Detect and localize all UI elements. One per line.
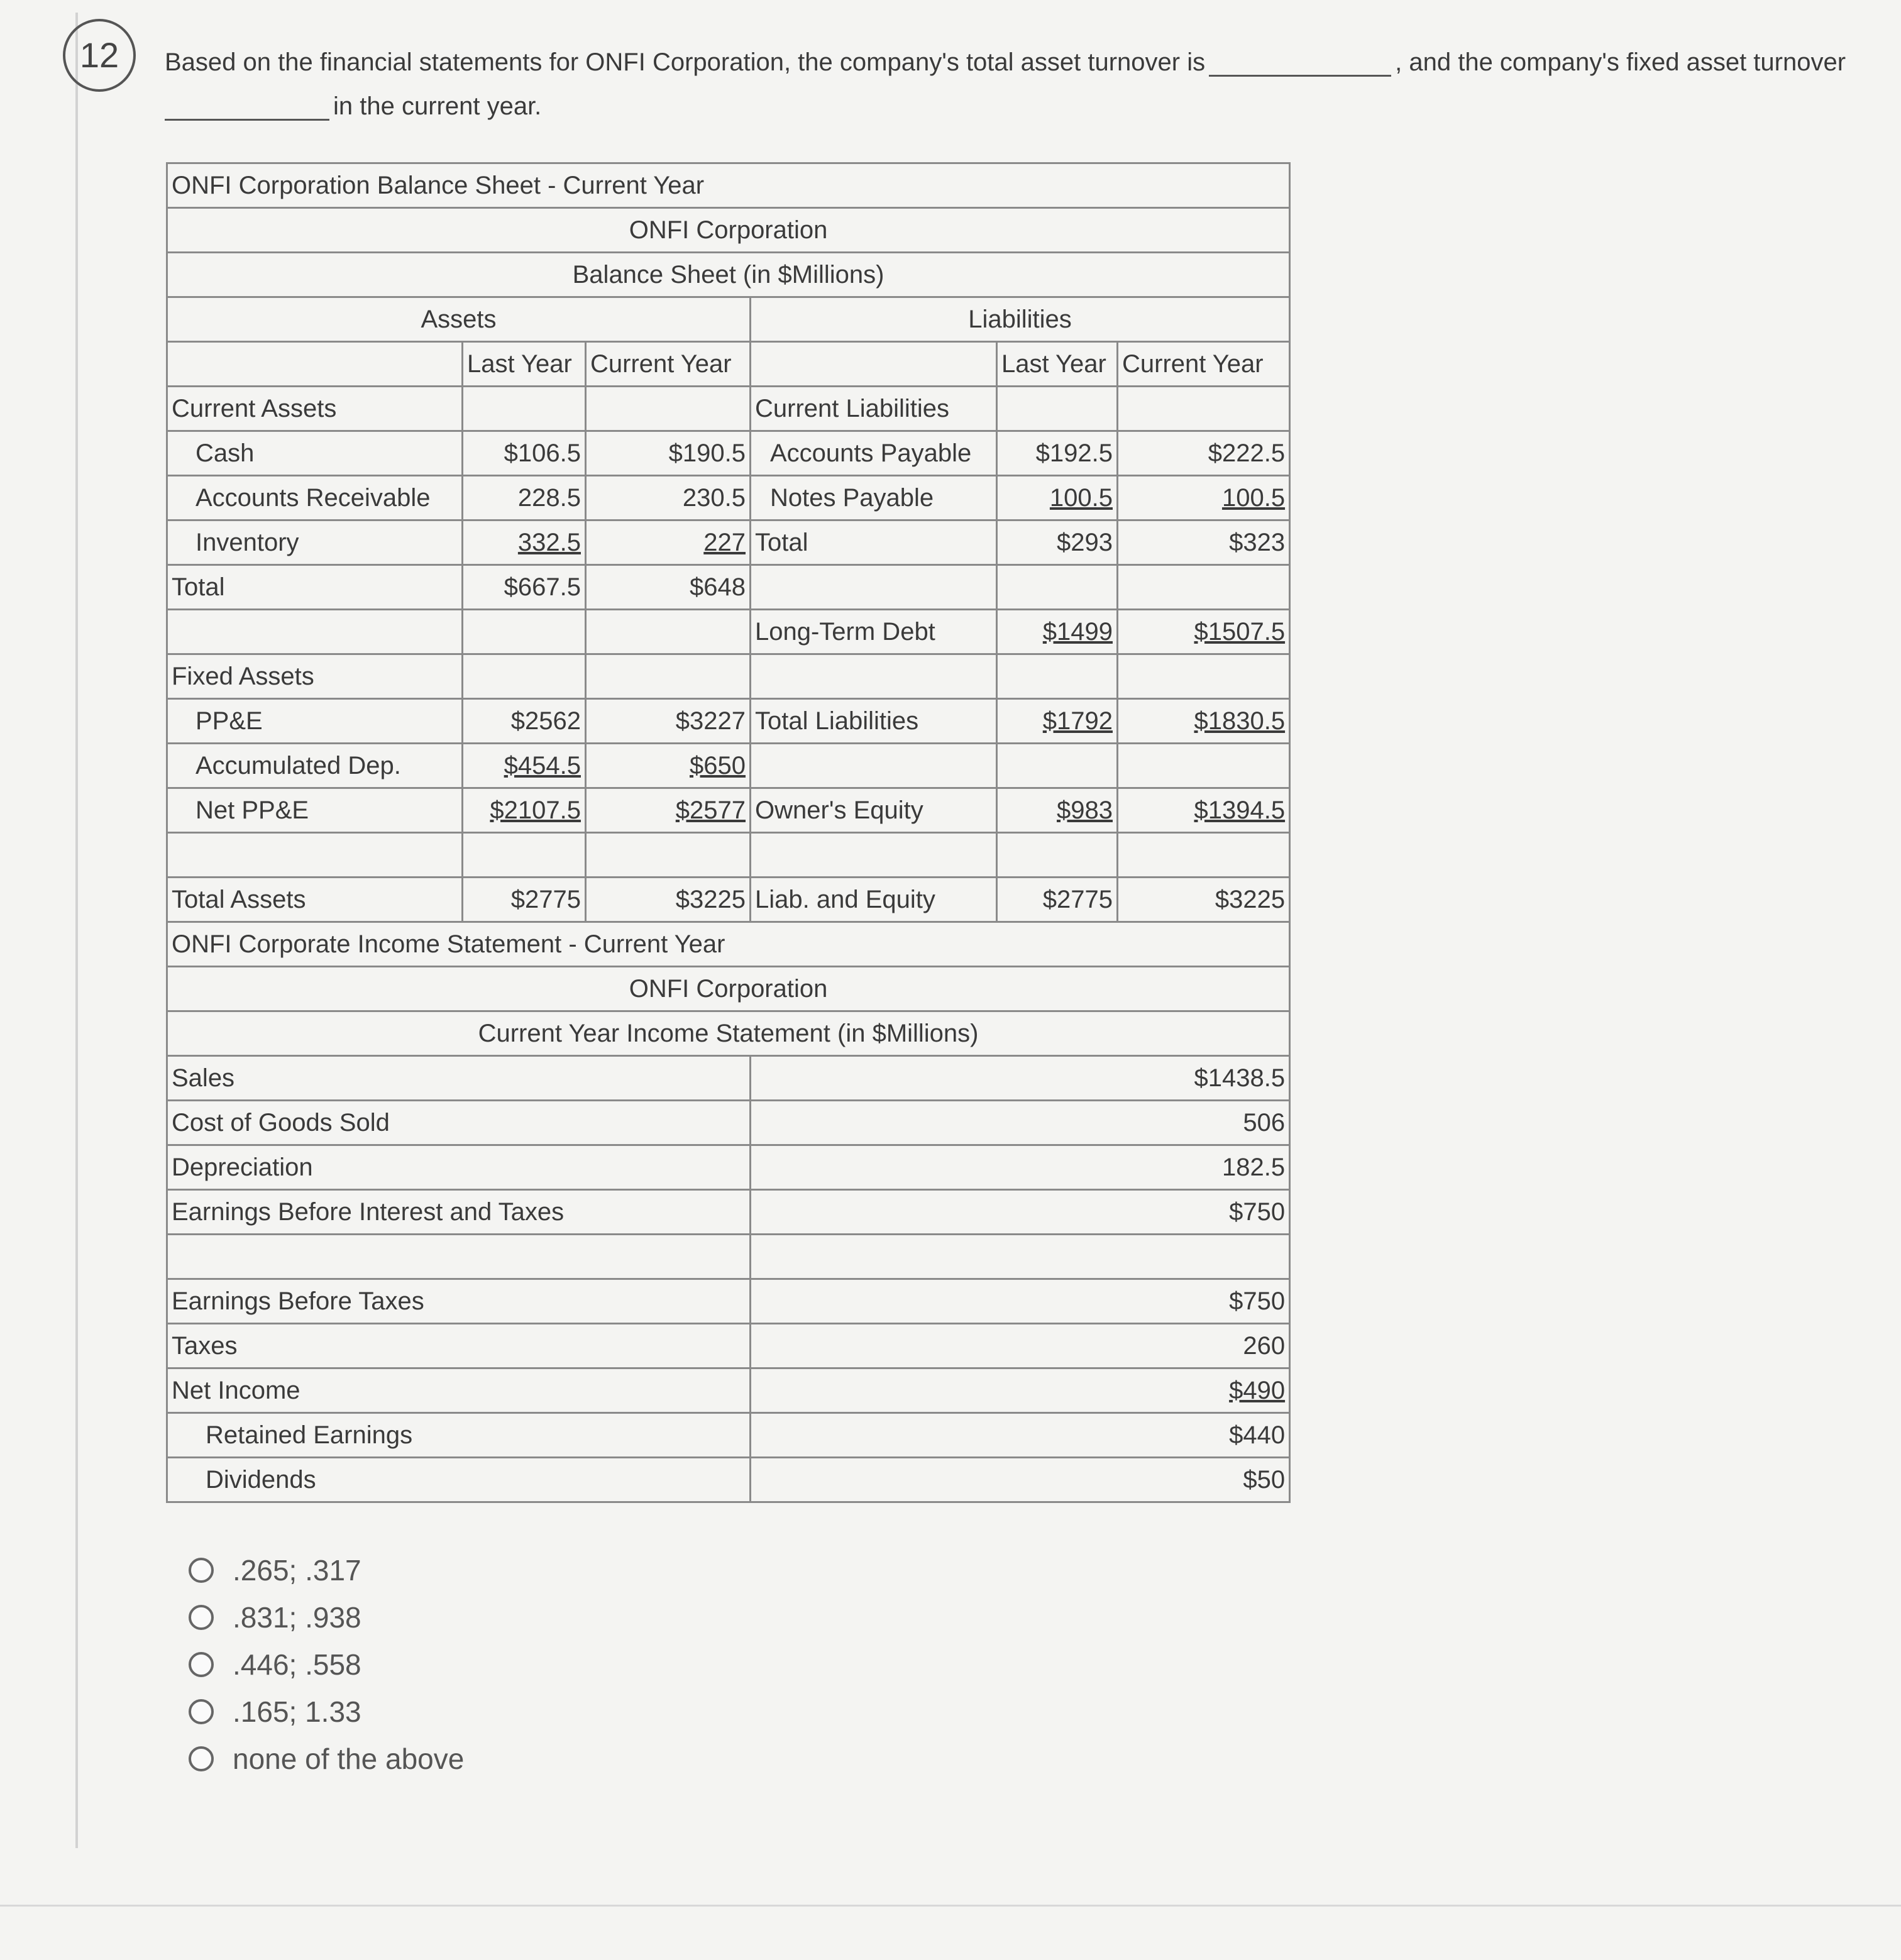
is-label: Retained Earnings [167, 1413, 751, 1458]
accumulated-dep-current-year: $650 [586, 744, 751, 788]
choice-option[interactable] [189, 1641, 464, 1688]
owners-equity-current-year: $1394.5 [1118, 788, 1290, 833]
question-text-part1: Based on the financial statements for ONFI Corporation, the company's total asset turnover is [165, 48, 1206, 76]
table-row [167, 520, 1290, 565]
table-row [167, 1145, 1290, 1190]
table-row [167, 654, 1290, 699]
cash-last-year: $106.5 [463, 431, 586, 476]
liab-equity-current-year: $3225 [1118, 878, 1290, 922]
is-label: Cost of Goods Sold [167, 1101, 751, 1145]
owners-equity-label: Owner's Equity [751, 788, 997, 833]
question-number: 12 [63, 19, 136, 92]
current-assets-total-label: Total [167, 565, 463, 610]
table-row [167, 1458, 1290, 1502]
is-label: Dividends [167, 1458, 751, 1502]
is-value: 182.5 [751, 1145, 1290, 1190]
table-row [167, 476, 1290, 520]
question-text [165, 33, 1846, 121]
radio-button-icon[interactable] [189, 1605, 214, 1630]
current-liabilities-total-label: Total [751, 520, 997, 565]
page-left-border [75, 13, 78, 1848]
choice-label: .265; .317 [233, 1553, 361, 1587]
accumulated-dep-label: Accumulated Dep. [167, 744, 463, 788]
balance-sheet-company: ONFI Corporation [167, 208, 1290, 253]
accounts-receivable-last-year: 228.5 [463, 476, 586, 520]
ppe-last-year: $2562 [463, 699, 586, 744]
income-statement-subtitle: Current Year Income Statement (in $Millions) [167, 1011, 1290, 1056]
is-value: $490 [751, 1368, 1290, 1413]
is-value: $750 [751, 1279, 1290, 1324]
table-row [167, 1324, 1290, 1368]
notes-payable-last-year: 100.5 [997, 476, 1118, 520]
table-row [167, 1190, 1290, 1235]
page-bottom-border [0, 1905, 1901, 1907]
net-ppe-label: Net PP&E [167, 788, 463, 833]
inventory-last-year: 332.5 [463, 520, 586, 565]
table-row [167, 431, 1290, 476]
radio-button-icon[interactable] [189, 1699, 214, 1724]
empty-cell [167, 342, 463, 387]
balance-sheet-subtitle: Balance Sheet (in $Millions) [167, 253, 1290, 297]
current-assets-label: Current Assets [167, 387, 463, 431]
is-value [751, 1235, 1290, 1279]
total-liabilities-current-year: $1830.5 [1118, 699, 1290, 744]
assets-header: Assets [167, 297, 751, 342]
owners-equity-last-year: $983 [997, 788, 1118, 833]
notes-payable-label: Notes Payable [751, 476, 997, 520]
liab-equity-last-year: $2775 [997, 878, 1118, 922]
table-row [167, 1235, 1290, 1279]
total-assets-label: Total Assets [167, 878, 463, 922]
radio-button-icon[interactable] [189, 1652, 214, 1677]
choice-option[interactable] [189, 1735, 464, 1782]
balance-sheet-caption: ONFI Corporation Balance Sheet - Current Year [167, 163, 1290, 208]
current-assets-total-last-year: $667.5 [463, 565, 586, 610]
inventory-current-year: 227 [586, 520, 751, 565]
accumulated-dep-last-year: $454.5 [463, 744, 586, 788]
is-label: Depreciation [167, 1145, 751, 1190]
radio-button-icon[interactable] [189, 1746, 214, 1771]
choice-option[interactable] [189, 1594, 464, 1641]
is-label: Earnings Before Taxes [167, 1279, 751, 1324]
liab-equity-label: Liab. and Equity [751, 878, 997, 922]
is-label: Earnings Before Interest and Taxes [167, 1190, 751, 1235]
accounts-payable-label: Accounts Payable [751, 431, 997, 476]
current-assets-total-current-year: $648 [586, 565, 751, 610]
financial-statements-table [166, 162, 1291, 1503]
choice-label: none of the above [233, 1742, 465, 1775]
table-row [167, 878, 1290, 922]
current-liabilities-label: Current Liabilities [751, 387, 997, 431]
col-header-last-year: Last Year [463, 342, 586, 387]
balance-sheet-caption-row [167, 163, 1290, 208]
col-header-current-year: Current Year [586, 342, 751, 387]
ppe-label: PP&E [167, 699, 463, 744]
accounts-receivable-current-year: 230.5 [586, 476, 751, 520]
choice-label: .831; .938 [233, 1600, 361, 1634]
question-text-part2: , and the company's fixed asset turnover [1395, 48, 1846, 76]
question-text-part3: in the current year. [333, 92, 542, 120]
current-liabilities-total-last-year: $293 [997, 520, 1118, 565]
choice-option[interactable] [189, 1546, 464, 1594]
cash-current-year: $190.5 [586, 431, 751, 476]
table-row [167, 1368, 1290, 1413]
accounts-receivable-label: Accounts Receivable [167, 476, 463, 520]
table-row [167, 1101, 1290, 1145]
table-row [167, 788, 1290, 833]
table-row [167, 1279, 1290, 1324]
col-header-current-year-liab: Current Year [1118, 342, 1290, 387]
notes-payable-current-year: 100.5 [1118, 476, 1290, 520]
radio-button-icon[interactable] [189, 1558, 214, 1583]
answer-blank-1[interactable] [1209, 47, 1391, 77]
fixed-assets-label: Fixed Assets [167, 654, 463, 699]
is-value: $750 [751, 1190, 1290, 1235]
choice-label: .165; 1.33 [233, 1695, 361, 1728]
answer-blank-2[interactable] [165, 91, 329, 121]
is-label: Taxes [167, 1324, 751, 1368]
table-row [167, 744, 1290, 788]
is-value: 260 [751, 1324, 1290, 1368]
is-value: 506 [751, 1101, 1290, 1145]
net-ppe-current-year: $2577 [586, 788, 751, 833]
answer-choices [189, 1546, 464, 1782]
col-header-last-year-liab: Last Year [997, 342, 1118, 387]
total-liabilities-label: Total Liabilities [751, 699, 997, 744]
long-term-debt-label: Long-Term Debt [751, 610, 997, 654]
accounts-payable-last-year: $192.5 [997, 431, 1118, 476]
is-label: Sales [167, 1056, 751, 1101]
cash-label: Cash [167, 431, 463, 476]
accounts-payable-current-year: $222.5 [1118, 431, 1290, 476]
income-statement-company: ONFI Corporation [167, 967, 1290, 1011]
income-statement-caption: ONFI Corporate Income Statement - Current Year [167, 922, 1290, 967]
long-term-debt-last-year: $1499 [997, 610, 1118, 654]
is-label [167, 1235, 751, 1279]
is-label: Net Income [167, 1368, 751, 1413]
is-value: $1438.5 [751, 1056, 1290, 1101]
table-row [167, 1413, 1290, 1458]
net-ppe-last-year: $2107.5 [463, 788, 586, 833]
long-term-debt-current-year: $1507.5 [1118, 610, 1290, 654]
inventory-label: Inventory [167, 520, 463, 565]
ppe-current-year: $3227 [586, 699, 751, 744]
liabilities-header: Liabilities [751, 297, 1290, 342]
current-liabilities-total-current-year: $323 [1118, 520, 1290, 565]
empty-cell [751, 342, 997, 387]
table-row [167, 565, 1290, 610]
is-value: $50 [751, 1458, 1290, 1502]
choice-label: .446; .558 [233, 1648, 361, 1681]
total-liabilities-last-year: $1792 [997, 699, 1118, 744]
table-row [167, 610, 1290, 654]
is-value: $440 [751, 1413, 1290, 1458]
choice-option[interactable] [189, 1688, 464, 1735]
table-row [167, 699, 1290, 744]
total-assets-last-year: $2775 [463, 878, 586, 922]
total-assets-current-year: $3225 [586, 878, 751, 922]
table-row [167, 1056, 1290, 1101]
